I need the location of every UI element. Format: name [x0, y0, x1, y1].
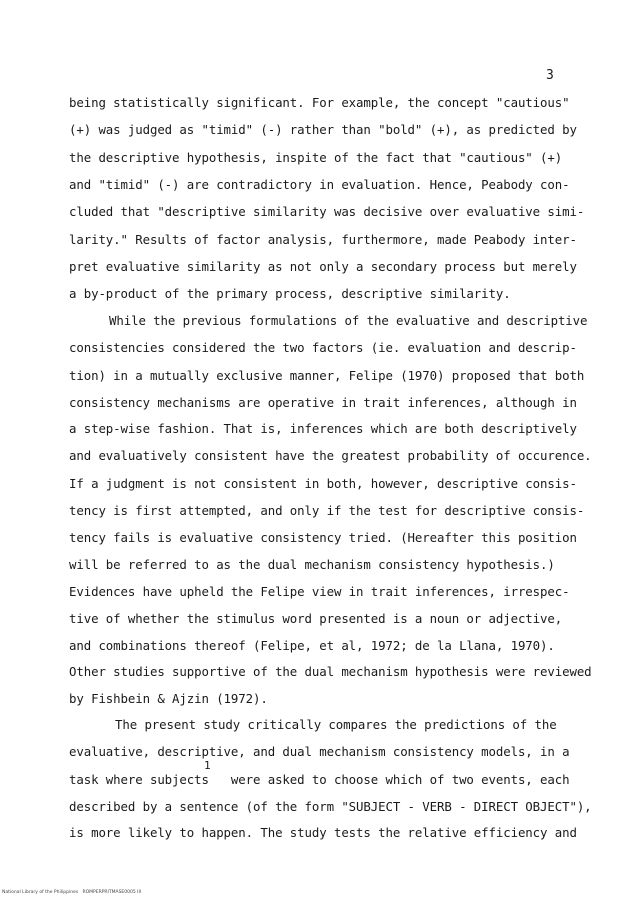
text-line-27: described by a sentence (of the form "SUBJECT - VERB - DIRECT OBJECT"), [69, 799, 592, 814]
text-line-13: a step-wise fashion. That is, inferences which are both descriptively [69, 421, 577, 436]
text-line-22: Other studies supportive of the dual mechanism hypothesis were reviewed [69, 664, 592, 679]
text-line-23: by Fishbein & Ajzin (1972). [69, 691, 268, 706]
text-line-28: is more likely to happen. The study tests the relative efficiency and [69, 825, 577, 840]
text-line-1: being statistically significant. For example, the concept "cautious" [69, 95, 570, 110]
text-line-18: will be referred to as the dual mechanism consistency hypothesis.) [69, 557, 555, 572]
text-line-11: tion) in a mutually exclusive manner, Felipe (1970) proposed that both [69, 368, 585, 383]
text-line-5: cluded that "descriptive similarity was decisive over evaluative simi- [69, 204, 585, 219]
text-line-25: evaluative, descriptive, and dual mechanism consistency models, in a [69, 744, 570, 759]
text-line-3: the descriptive hypothesis, inspite of the fact that "cautious" (+) [69, 150, 563, 165]
footnote-marker: 1 [204, 759, 211, 772]
text-line-6: larity." Results of factor analysis, furthermore, made Peabody inter- [69, 232, 577, 247]
text-line-17: tency fails is evaluative consistency tried. (Hereafter this position [69, 530, 577, 545]
text-line-2: (+) was judged as "timid" (-) rather than "bold" (+), as predicted by [69, 122, 577, 137]
text-line-4: and "timid" (-) are contradictory in evaluation. Hence, Peabody con- [69, 177, 570, 192]
text-line-24: The present study critically compares the predictions of the [115, 717, 557, 732]
text-line-20: tive of whether the stimulus word presented is a noun or adjective, [69, 611, 563, 626]
text-line-12: consistency mechanisms are operative in trait inferences, although in [69, 395, 577, 410]
text-line-19: Evidences have upheld the Felipe view in trait inferences, irrespec- [69, 584, 570, 599]
text-line-26: task where subjects were asked to choose which of two events, each [69, 772, 570, 787]
text-line-8: a by-product of the primary process, descriptive similarity. [69, 286, 511, 301]
text-line-9: While the previous formulations of the evaluative and descriptive [109, 313, 588, 328]
text-line-15: If a judgment is not consistent in both, however, descriptive consis- [69, 476, 577, 491]
text-line-21: and combinations thereof (Felipe, et al, 1972; de la Llana, 1970). [69, 638, 555, 653]
text-line-7: pret evaluative similarity as not only a secondary process but merely [69, 259, 577, 274]
text-line-16: tency is first attempted, and only if the test for descriptive consis- [69, 503, 585, 518]
text-line-10: consistencies considered the two factors (ie. evaluation and descrip- [69, 340, 577, 355]
page-number: 3 [546, 68, 554, 83]
text-line-14: and evaluatively consistent have the greatest probability of occurence. [69, 448, 592, 463]
scan-footer: National Library of the Philippines ROMPERPRITMASE0005 III [2, 890, 142, 895]
